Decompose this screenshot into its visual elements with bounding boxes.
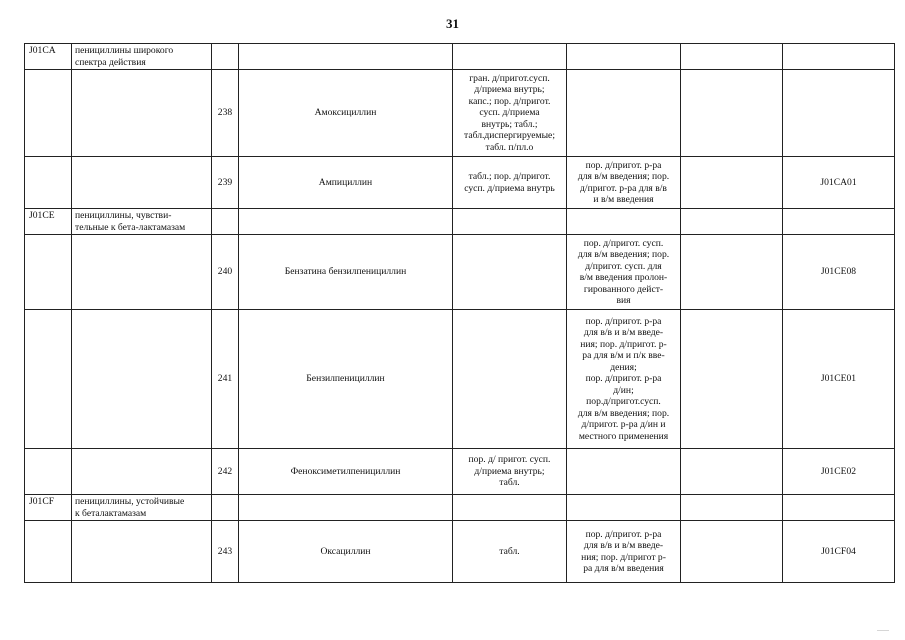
drug-row [25,521,895,583]
scan-mark [877,630,889,634]
atc-code: J01CE08 [783,235,895,310]
drug-name: Бензатина бензилпенициллин [239,235,453,310]
atc-code [783,70,895,157]
group-title: пенициллины, чувстви- тельные к бета-лактамазам [72,209,212,235]
parenteral-forms: пор. д/пригот. р-ра для в/в и в/м введе- ния; пор. д/пригот. р- ра для в/м и п/к вве- дения; пор. д/пригот. р-ра д/ин; пор.д/пригот.сусп. для в/м введения; пор. д/пригот. р-ра д/ин и местного применения [567,310,681,449]
drug-name: Оксациллин [239,521,453,583]
group-code: J01CF [25,495,72,521]
drug-name: Ампициллин [239,157,453,209]
drug-name: Бензилпенициллин [239,310,453,449]
drug-number: 238 [212,70,239,157]
atc-code: J01CE02 [783,449,895,495]
atc-code: J01CA01 [783,157,895,209]
drug-row [25,235,895,310]
oral-forms [453,310,567,449]
group-row [25,495,895,521]
drug-row [25,70,895,157]
group-title: пенициллины, устойчивые к беталактамазам [72,495,212,521]
group-code: J01CA [25,44,72,70]
group-title: пенициллины широкого спектра действия [72,44,212,70]
parenteral-forms [567,70,681,157]
extra-cell [681,449,783,495]
parenteral-forms: пор. д/пригот. р-ра для в/м введения; пор. д/пригот. р-ра для в/в и в/м введения [567,157,681,209]
oral-forms: табл.; пор. д/пригот. сусп. д/приема внутрь [453,157,567,209]
extra-cell [681,157,783,209]
drug-row [25,157,895,209]
parenteral-forms: пор. д/пригот. р-ра для в/в и в/м введе- ния; пор. д/пригот р- ра для в/м введения [567,521,681,583]
drug-row [25,310,895,449]
extra-cell [681,310,783,449]
extra-cell [681,70,783,157]
atc-code: J01CF04 [783,521,895,583]
oral-forms: табл. [453,521,567,583]
drug-list-table [24,43,895,583]
drug-number: 243 [212,521,239,583]
extra-cell [681,235,783,310]
drug-row [25,449,895,495]
page-number: 31 [446,16,459,31]
parenteral-forms [567,449,681,495]
drug-number: 239 [212,157,239,209]
oral-forms: гран. д/пригот.сусп. д/приема внутрь; капс.; пор. д/пригот. сусп. д/приема внутрь; табл.; табл.диспергируемые; табл. п/пл.о [453,70,567,157]
drug-number: 240 [212,235,239,310]
drug-name: Феноксиметилпенициллин [239,449,453,495]
drug-number: 242 [212,449,239,495]
group-row [25,209,895,235]
drug-name: Амоксициллин [239,70,453,157]
extra-cell [681,521,783,583]
oral-forms [453,235,567,310]
group-code: J01CE [25,209,72,235]
group-row [25,44,895,70]
atc-code: J01CE01 [783,310,895,449]
parenteral-forms: пор. д/пригот. сусп. для в/м введения; пор. д/пригот. сусп. для в/м введения пролон- гированного дейст- вия [567,235,681,310]
oral-forms: пор. д/ пригот. сусп. д/приема внутрь; табл. [453,449,567,495]
drug-number: 241 [212,310,239,449]
